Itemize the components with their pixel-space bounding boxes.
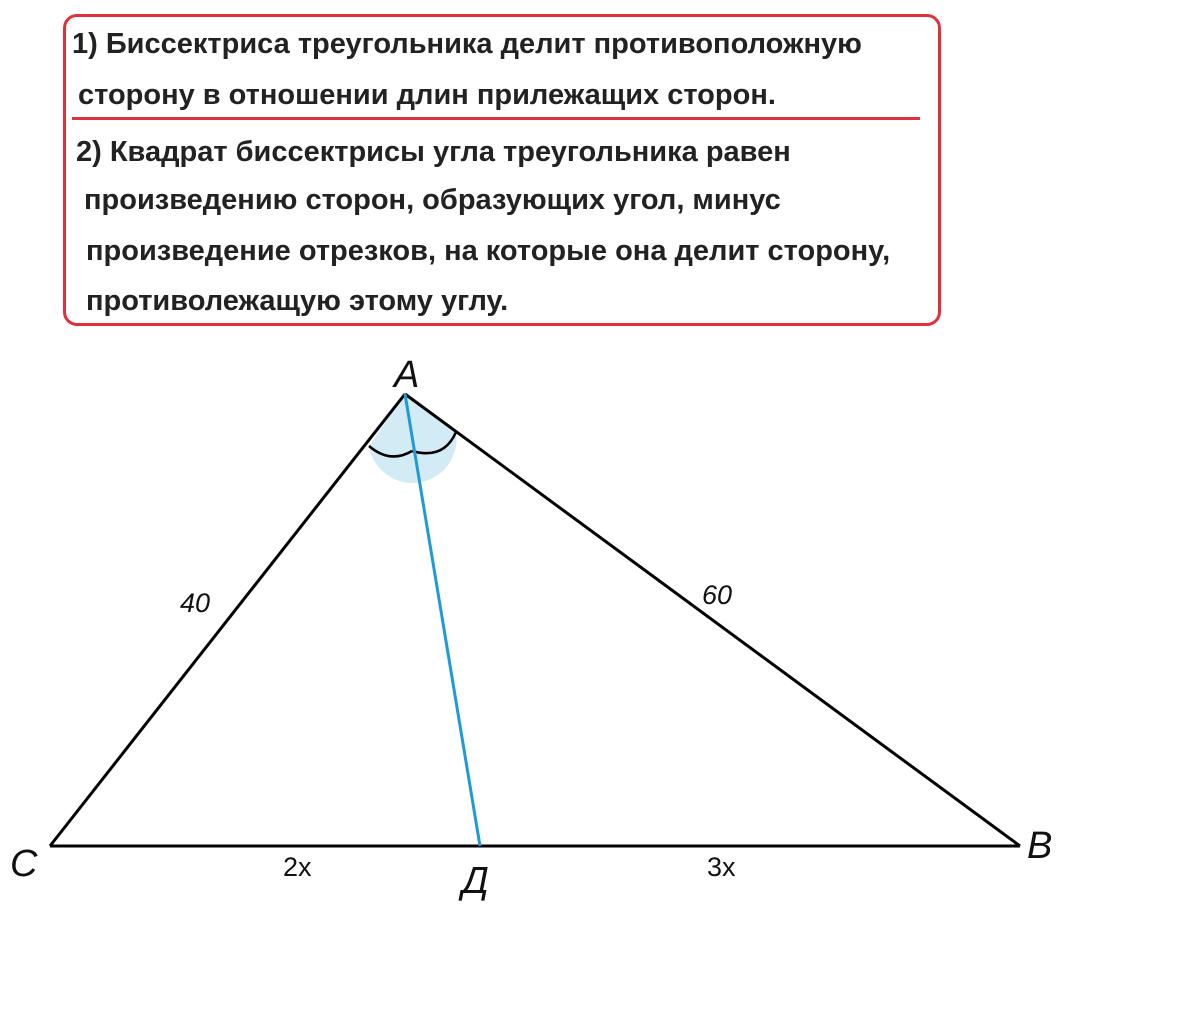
vertex-label-d: Д xyxy=(462,860,489,902)
side-ab xyxy=(405,394,1020,846)
rule-2-line-3: произведение отрезков, на которые она делит сторону, xyxy=(86,235,891,267)
side-label-ab: 60 xyxy=(702,580,733,610)
rule-1-line-2: сторону в отношении длин прилежащих сторон. xyxy=(78,79,776,111)
vertex-label-b: В xyxy=(1027,825,1053,867)
side-ac xyxy=(50,394,405,846)
segment-label-db: 3x xyxy=(707,852,736,882)
rule-2-line-2: произведению сторон, образующих угол, минус xyxy=(84,184,781,216)
side-label-ac: 40 xyxy=(180,588,211,618)
vertex-label-c: С xyxy=(10,843,38,885)
rule-1-line-1: 1) Биссектриса треугольника делит противоположную xyxy=(72,28,862,60)
rule-2-line-1: 2) Квадрат биссектрисы угла треугольника равен xyxy=(76,136,791,168)
rule-2-line-4: противолежащую этому углу. xyxy=(86,285,509,317)
segment-label-cd: 2x xyxy=(283,852,312,882)
vertex-label-a: А xyxy=(394,354,420,396)
